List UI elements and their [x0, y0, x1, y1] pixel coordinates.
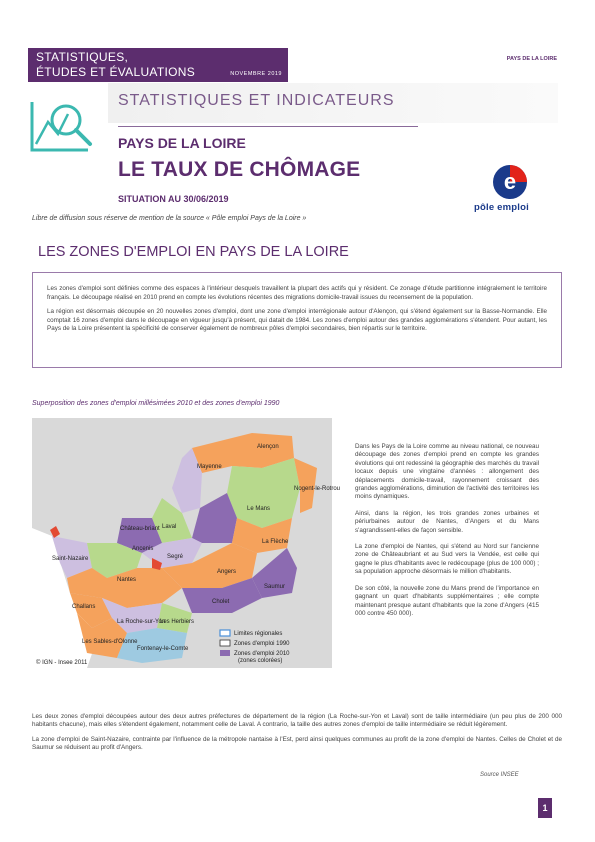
series-title: STATISTIQUES ET INDICATEURS — [118, 92, 395, 109]
map-label-nogent: Nogent-le-Rotrou — [294, 486, 341, 492]
side-paragraph-4: De son côté, la nouvelle zone du Mans prend de l'importance en gagnant un quart d'habitants supplémentaires ; elle compte maintenant presque autant d'habitants que la zone d'Angers (415 000 contre 450 000). — [355, 584, 539, 617]
band-title-line2: ÉTUDES ET ÉVALUATIONS — [36, 65, 196, 79]
source-note: Source INSEE — [480, 772, 519, 778]
map-label-les-herbiers: Les Herbiers — [160, 619, 195, 625]
legend-swatch-limits — [220, 630, 230, 636]
pole-emploi-wordmark: pôle emploi — [474, 202, 529, 213]
bottom-text — [32, 713, 562, 759]
intro-paragraph-2: La région est désormais découpée en 20 nouvelles zones d'emploi, dont une zone d'emploi interrégionale autour d'Alençon, qui s'étend également sur la Basse-Normandie. Elle comptait 16 zones d'emploi dans le découpage en vigueur jusqu'à présent, qui datait de 1984. Les zones d'emploi autour des grandes agglomérations s'étendent. Pour autant, les Pays de la Loire présentent la spécificité de conserver également de nombreux pôles d'emploi secondaires, bien répartis sur le territoire. — [47, 308, 547, 333]
region-top-label: PAYS DE LA LOIRE — [506, 56, 557, 62]
employment-zones-map — [32, 418, 341, 668]
logo-letter: e — [503, 169, 517, 194]
map-label-saumur: Saumur — [264, 584, 286, 590]
statistics-magnifier-icon — [28, 92, 100, 164]
side-text — [355, 443, 539, 626]
publication-band — [28, 48, 288, 82]
intro-paragraph-1: Les zones d'emploi sont définies comme des espaces à l'intérieur desquels travaillent la plupart des actifs qui y résident. Ce zonage d'étude partitionne intégralement le territoire français. Le découpage réalisé en 2010 prend en compte les évolutions récentes des migrations domicile-travail issues du recensement de la population. — [47, 285, 547, 301]
map-label-segre: Segré — [167, 554, 184, 560]
header-divider — [118, 126, 418, 127]
side-paragraph-1: Dans les Pays de la Loire comme au niveau national, ce nouveau découpage des zones d'emploi prend en compte les grandes évolutions qui ont redessiné la géographie des marchés du travail locaux depuis une vingtaine d'années : allongement des déplacements domicile-travail, rayonnement croissant des grandes agglomérations, diminution de l'activité des territoires les moins dynamiques. — [355, 443, 539, 501]
legend-1990: Zones d'emploi 1990 — [234, 641, 290, 647]
situation-date: SITUATION AU 30/06/2019 — [118, 194, 229, 204]
map-label-alencon: Alençon — [257, 444, 279, 450]
bottom-paragraph-2: La zone d'emploi de Saint-Nazaire, contrainte par l'influence de la métropole nantaise à l'Est, perd ainsi quelques communes au profit de la zone d'emploi de Nantes. Celles de Cholet et de Saumur se réduisent au profit d'Angers. — [32, 735, 562, 752]
map-label-saint-nazaire: Saint-Nazaire — [52, 556, 89, 562]
legend-limits: Limites régionales — [234, 631, 283, 637]
map-label-la-roche-sur-yon: La Roche-sur-Yon — [117, 619, 166, 625]
map-label-ancenis: Ancenis — [132, 546, 154, 552]
map-label-angers: Angers — [217, 569, 237, 575]
intro-box — [32, 272, 562, 368]
map-label-le-mans: Le Mans — [247, 506, 271, 512]
side-paragraph-2: Ainsi, dans la région, les trois grandes zones urbaines et périurbaines autour de Nantes, d'Angers et du Mans s'agrandissent-elles de façon sensible. — [355, 509, 539, 534]
legend-swatch-1990 — [220, 640, 230, 646]
band-title-line1: STATISTIQUES, — [36, 50, 129, 64]
map-caption: Superposition des zones d'emploi millésimées 2010 et des zones d'emploi 1990 — [32, 400, 280, 407]
region-title: PAYS DE LA LOIRE — [118, 135, 246, 151]
side-paragraph-3: La zone d'emploi de Nantes, qui s'étend au Nord sur l'ancienne zone de Châteaubriant et au Sud vers la Vendée, est celle qui gagne le plus d'habitants avec le redécoupage (plus de 100 000) ; sa population approche désormais le million d'habitants. — [355, 543, 539, 576]
map-label-chateaubriant: Château-briant — [120, 526, 160, 532]
diffusion-notice: Libre de diffusion sous réserve de mention de la source « Pôle emploi Pays de la Loire » — [32, 215, 307, 222]
legend-swatch-2010 — [220, 650, 230, 656]
map-label-challans: Challans — [72, 604, 96, 610]
bottom-paragraph-1: Les deux zones d'emploi découpées autour des deux autres préfectures de département de la région (La Roche-sur-Yon et Laval) sont de taille intermédiaire (un peu plus de 200 000 habitants chacune), mais elles s'étendent également, notamment celle de Laval. A contrario, la taille des autres zones d'emploi de taille intermédiaire se réduit légèrement. — [32, 713, 562, 729]
legend-2010: Zones d'emploi 2010 — [234, 651, 290, 657]
map-label-nantes: Nantes — [117, 577, 137, 583]
map-label-cholet: Cholet — [212, 599, 230, 605]
publication-date: NOVEMBRE 2019 — [230, 71, 282, 77]
map-label-la-fleche: La Flèche — [262, 539, 289, 545]
section-title: LES ZONES D'EMPLOI EN PAYS DE LA LOIRE — [38, 244, 349, 260]
page-number: 1 — [538, 798, 552, 818]
map-label-les-sables: Les Sables-d'Olonne — [82, 639, 138, 645]
legend-2010-sub: (zones colorées) — [238, 658, 283, 664]
main-title: LE TAUX DE CHÔMAGE — [118, 158, 361, 181]
zone-le-mans — [227, 458, 300, 528]
map-label-mayenne: Mayenne — [197, 464, 222, 470]
map-label-laval: Laval — [162, 524, 177, 530]
map-credit: © IGN - Insee 2011 — [36, 660, 88, 666]
map-label-fontenay: Fontenay-le-Comte — [137, 646, 189, 652]
